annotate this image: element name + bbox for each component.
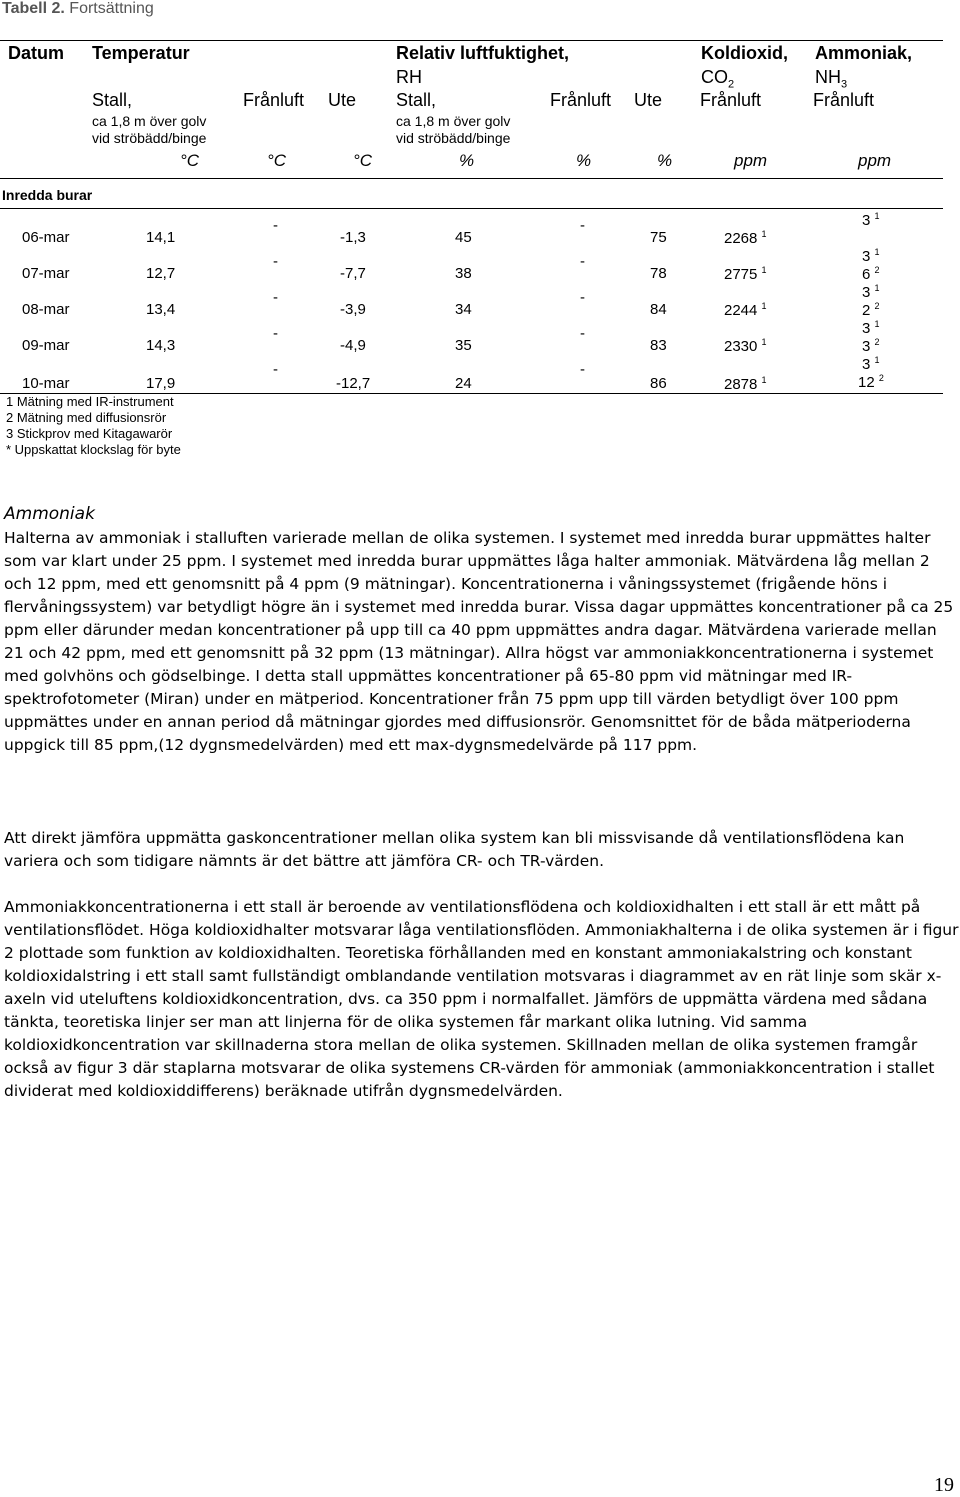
paragraph-text: Halterna av ammoniak i stalluften varierade mellan de olika systemen. I systemet med inredda burar uppmättes halter som var klart under 25 ppm. I systemet med inredda burar uppmättes låga halter ammoniak. Mätvärdena låg mellan 2 och 12 ppm, med ett genomsnitt på 4 ppm (9 mätningar). Koncentrationerna i våningssystemet (frigående höns i flervåningssystem) var betydligt högre än i systemet med inredda burar. Vissa dagar uppmättes koncentrationer på ca 25 ppm eller därunder medan koncentrationer på upp till ca 40 ppm uppmättes andra dagar. Mätvärdena varierade mellan 21 och 42 ppm, med ett genomsnitt på 32 ppm (13 mätningar). Allra högst var ammoniakkoncentrationerna i systemet med golvhöns och gödselbinge. I detta stall uppmättes koncentrationer på 65-80 ppm vid mätningar med IR-spektrofotometer (Miran) under en mätperiod. Koncentrationer från 75 ppm upp till värden betydligt över 100 ppm uppmättes under en annan period då mätningar gjordes med diffusionsrör. Genomsnittet för de båda mätperioderna uppgick till 85 ppm,(12 dygnsmedelvärden) med ett max-dygnsmedelvärde på 117 ppm. <box>4 529 954 754</box>
cell-co2 <box>724 301 767 319</box>
header-nh3: Ammoniak, <box>815 43 913 63</box>
nh3-footnote-ref: 1 <box>874 319 880 329</box>
cell-date: 09-mar <box>22 337 70 354</box>
co2-value: 2775 <box>724 266 758 283</box>
stall-note-line1: ca 1,8 m över golv <box>92 113 207 129</box>
co2-footnote-ref: 1 <box>761 229 767 239</box>
header-temperatur: Temperatur <box>92 43 190 63</box>
header-temp-stall-note <box>92 113 206 147</box>
nh3-footnote-ref: 2 <box>874 301 880 311</box>
group-label: Inredda burar <box>2 187 93 203</box>
nh3-value: 3 <box>862 356 871 373</box>
header-temp-ute: Ute <box>328 90 357 110</box>
cell-date: 08-mar <box>22 301 70 318</box>
co2-value: 2330 <box>724 338 758 355</box>
body-paragraph <box>4 527 959 757</box>
nh3-value: 3 <box>862 320 871 337</box>
group-rule <box>0 208 943 209</box>
cell-temp-stall: 14,3 <box>146 337 176 354</box>
nh3-footnote-ref: 2 <box>874 265 880 275</box>
header-nh3-line2 <box>815 67 847 91</box>
cell-rh-ute: 78 <box>650 265 667 282</box>
cell-nh3-a <box>862 247 880 265</box>
header-rh-line2: RH <box>396 67 422 87</box>
header-bottom-rule <box>0 178 943 179</box>
co2-value: 2878 <box>724 376 758 393</box>
nh3-base: NH <box>815 67 841 87</box>
cell-co2 <box>724 265 767 283</box>
co2-footnote-ref: 1 <box>761 301 767 311</box>
cell-temp-ute: -7,7 <box>340 265 366 282</box>
paragraph-text: Ammoniakkoncentrationerna i ett stall är beroende av ventilationsflödena och koldioxidhalten i ett stall är ett mått på ventilationsflödet. Höga koldioxidhalter motsvarar låga ventilationsflöden. Ammoniakhalterna i de olika systemen är i figur 2 plottade som funktion av koldioxidhalten. Teoretiska förhållanden med en konstant ammoniakalstring och konstant koldioxidalstring i ett stall samt fullständigt omblandande ventilation motsvaras i diagrammet av en rät linje som skär x-axeln vid uteluftens koldioxidkoncentration, dvs. ca 350 ppm i normalfallet. Jämförs de uppmätta värdena med sådana tänkta, teoretiska linjer ser man att linjerna för de olika systemen får markant olika lutning. Vid samma koldioxidkoncentration var skillnaderna stora mellan de olika systemen. Skillnaden mellan de olika systemen framgår också av figur 3 där staplarna motsvarar de olika systemens CR-värden för ammoniak (ammoniakkoncentration i stallet dividerat med koldioxiddifferens) beräknade utifrån dygnsmedelvärden. <box>4 898 959 1100</box>
cell-temp-ute: -3,9 <box>340 301 366 318</box>
cell-temp-stall: 12,7 <box>146 265 176 282</box>
footnote: 2 Mätning med diffusionsrör <box>6 410 167 425</box>
header-datum: Datum <box>8 43 65 63</box>
table-caption <box>2 0 154 18</box>
cell-rh-stall: 38 <box>455 265 472 282</box>
nh3-footnote-ref: 1 <box>874 283 880 293</box>
cell-co2 <box>724 375 767 393</box>
cell-nh3-b <box>862 265 880 283</box>
header-rh: Relativ luftfuktighet, <box>396 43 570 63</box>
cell-date: 10-mar <box>22 375 70 392</box>
cell-rh-ute: 83 <box>650 337 667 354</box>
unit-rh-franluft: % <box>576 151 592 170</box>
co2-sub: 2 <box>728 78 735 91</box>
cell-rh-franluft: - <box>580 217 585 234</box>
cell-temp-stall: 13,4 <box>146 301 176 318</box>
cell-nh3-b <box>858 373 884 391</box>
header-co2: Koldioxid, <box>701 43 788 63</box>
nh3-value: 3 <box>862 248 871 265</box>
cell-temp-ute: -4,9 <box>340 337 366 354</box>
cell-nh3-a <box>862 283 880 301</box>
cell-rh-stall: 45 <box>455 229 472 246</box>
co2-base: CO <box>701 67 728 87</box>
header-nh3-franluft: Frånluft <box>813 90 875 110</box>
cell-rh-stall: 24 <box>455 375 472 392</box>
cell-nh3-a <box>862 211 880 229</box>
nh3-value: 2 <box>862 302 871 319</box>
stall-note-line1: ca 1,8 m över golv <box>396 113 511 129</box>
cell-temp-franluft: - <box>273 253 278 270</box>
unit-temp-stall: °C <box>180 151 200 170</box>
caption-rest: Fortsättning <box>64 0 154 17</box>
cell-rh-ute: 75 <box>650 229 667 246</box>
cell-rh-stall: 34 <box>455 301 472 318</box>
header-co2-line2 <box>701 67 734 91</box>
nh3-value: 3 <box>862 338 871 355</box>
cell-rh-franluft: - <box>580 325 585 342</box>
unit-rh-ute: % <box>657 151 673 170</box>
cell-rh-ute: 86 <box>650 375 667 392</box>
co2-value: 2268 <box>724 230 758 247</box>
header-temp-stall: Stall, <box>92 90 133 110</box>
cell-date: 07-mar <box>22 265 70 282</box>
cell-temp-stall: 14,1 <box>146 229 176 246</box>
unit-temp-franluft: °C <box>267 151 287 170</box>
header-rh-ute: Ute <box>634 90 663 110</box>
cell-rh-franluft: - <box>580 361 585 378</box>
unit-temp-ute: °C <box>353 151 373 170</box>
cell-co2 <box>724 337 767 355</box>
cell-temp-stall: 17,9 <box>146 375 176 392</box>
cell-nh3-b <box>862 301 880 319</box>
footnote: * Uppskattat klockslag för byte <box>6 442 181 457</box>
nh3-footnote-ref: 1 <box>874 211 880 221</box>
cell-co2 <box>724 229 767 247</box>
header-rh-stall: Stall, <box>396 90 437 110</box>
cell-temp-franluft: - <box>273 325 278 342</box>
nh3-value: 3 <box>862 212 871 229</box>
stall-note-line2: vid ströbädd/binge <box>396 130 511 146</box>
header-rh-franluft: Frånluft <box>550 90 612 110</box>
cell-temp-franluft: - <box>273 289 278 306</box>
co2-footnote-ref: 1 <box>761 337 767 347</box>
nh3-value: 3 <box>862 284 871 301</box>
cell-temp-franluft: - <box>273 217 278 234</box>
cell-nh3-a <box>862 319 880 337</box>
body-paragraph <box>4 827 959 873</box>
co2-footnote-ref: 1 <box>761 375 767 385</box>
cell-date: 06-mar <box>22 229 70 246</box>
header-rh-stall-note <box>396 113 510 147</box>
nh3-sub: 3 <box>841 78 848 91</box>
co2-footnote-ref: 1 <box>761 265 767 275</box>
footnote: 3 Stickprov med Kitagawarör <box>6 426 173 441</box>
paragraph-text: Att direkt jämföra uppmätta gaskoncentrationer mellan olika system kan bli missvisande då ventilationsflödena kan variera och som tidigare nämnts är det bättre att jämföra CR- och TR-värden. <box>4 829 905 870</box>
cell-temp-ute: -1,3 <box>340 229 366 246</box>
table-top-rule <box>0 40 943 41</box>
stall-note-line2: vid ströbädd/binge <box>92 130 207 146</box>
header-temp-franluft: Frånluft <box>243 90 305 110</box>
page-number: 19 <box>934 1474 954 1496</box>
cell-rh-franluft: - <box>580 253 585 270</box>
cell-nh3-b <box>862 337 880 355</box>
nh3-footnote-ref: 2 <box>874 337 880 347</box>
cell-rh-franluft: - <box>580 289 585 306</box>
section-title: Ammoniak <box>4 504 95 524</box>
unit-co2: ppm <box>734 151 768 170</box>
unit-rh-stall: % <box>459 151 475 170</box>
header-co2-franluft: Frånluft <box>700 90 762 110</box>
co2-value: 2244 <box>724 302 758 319</box>
nh3-footnote-ref: 2 <box>878 373 884 383</box>
body-paragraph <box>4 896 959 1103</box>
cell-rh-stall: 35 <box>455 337 472 354</box>
nh3-value: 6 <box>862 266 871 283</box>
nh3-value: 12 <box>858 374 875 391</box>
unit-nh3: ppm <box>858 151 892 170</box>
cell-nh3-a <box>862 355 880 373</box>
cell-rh-ute: 84 <box>650 301 667 318</box>
cell-temp-ute: -12,7 <box>336 375 371 392</box>
cell-temp-franluft: - <box>273 361 278 378</box>
nh3-footnote-ref: 1 <box>874 247 880 257</box>
footnote: 1 Mätning med IR-instrument <box>6 394 174 409</box>
nh3-footnote-ref: 1 <box>874 355 880 365</box>
caption-label: Tabell 2. <box>2 0 65 17</box>
